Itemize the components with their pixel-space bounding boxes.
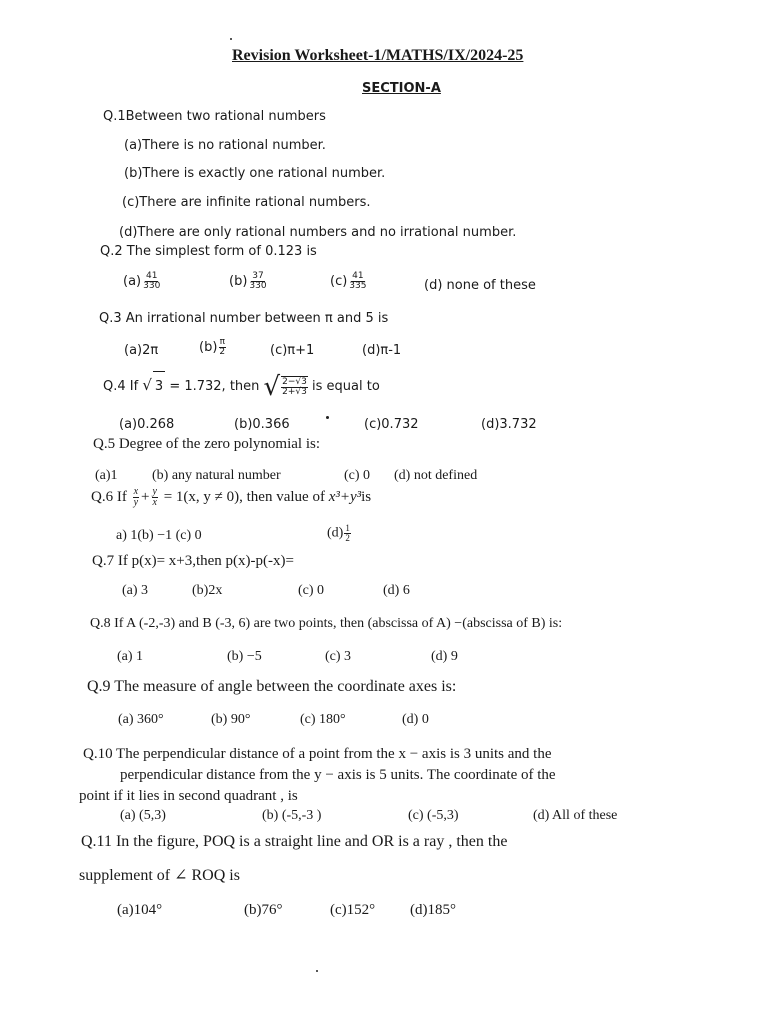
q9-option-c: (c) 180° — [300, 712, 346, 727]
q5-stem: Q.5 Degree of the zero polynomial is: — [93, 436, 321, 452]
q2-option-d: (d) none of these — [424, 278, 536, 293]
q6-option-d-label: (d) — [327, 525, 344, 541]
q3-option-b-numerator: π — [219, 337, 225, 347]
q9-option-a: (a) 360° — [118, 712, 164, 727]
worksheet-title: Revision Worksheet-1/MATHS/IX/2024-25 — [232, 47, 524, 64]
q11-option-d: (d)185° — [410, 902, 456, 918]
q7-option-c: (c) 0 — [298, 583, 325, 598]
q2-stem: Q.2 The simplest form of 0.123 is — [100, 244, 317, 259]
q3-option-a: (a)2π — [124, 343, 159, 358]
q5-option-a: (a)1 — [95, 468, 118, 483]
q2-option-a-numerator: 41 — [145, 271, 158, 281]
q1-option-c: (c)There are infinite rational numbers. — [122, 195, 371, 210]
stray-mark-bottom — [316, 970, 318, 972]
q6-options-abc: a) 1(b) −1 (c) 0 — [116, 528, 202, 543]
q2-option-a-denominator: 330 — [143, 281, 161, 291]
q3-option-d: (d)π-1 — [362, 343, 402, 358]
q6-option-d — [327, 524, 351, 543]
q6-stem: Q.6 If $\frac{x}{y}$ + $\frac{y}{x}$ = 1(x, y ≠ 0), then value of x³+y³is — [91, 486, 372, 509]
q5-option-d: (d) not defined — [394, 468, 478, 483]
q11-stem-line2: supplement of ∠ ROQ is — [79, 867, 240, 884]
q6-fraction-2-numerator: y — [152, 486, 157, 498]
q2-option-c-label: (c) — [330, 274, 348, 289]
q6-stem-prefix: Q.6 If — [91, 489, 127, 505]
q3-option-b — [199, 338, 226, 357]
radical-sign-icon: √ — [263, 371, 281, 402]
q10-stem-line2: perpendicular distance from the y − axis is 5 units. The coordinate of the — [120, 767, 556, 783]
square-root-icon: √ — [142, 376, 152, 394]
q2-option-b-denominator: 330 — [249, 281, 267, 291]
stray-mark-top — [230, 38, 232, 40]
q4-radical-numerator: 2−√3 — [282, 377, 307, 387]
q4-option-b: (b)0.366 — [234, 417, 290, 432]
q1-option-a: (a)There is no rational number. — [124, 138, 326, 153]
q11-stem-line1: Q.11 In the figure, POQ is a straight line and OR is a ray , then the — [81, 833, 508, 850]
q1-option-d: (d)There are only rational numbers and no irrational number. — [119, 225, 517, 240]
q4-radical-fraction — [281, 376, 308, 397]
q2-option-a-label: (a) — [123, 274, 142, 289]
q9-option-b: (b) 90° — [211, 712, 251, 727]
q4-stem-suffix: is equal to — [312, 379, 380, 394]
q8-stem: Q.8 If A (-2,-3) and B (-3, 6) are two points, then (abscissa of A) −(abscissa of B) is: — [90, 616, 563, 631]
section-heading: SECTION-A — [362, 81, 441, 96]
q4-stem-middle: = 1.732, then — [169, 379, 260, 394]
q9-stem: Q.9 The measure of angle between the coordinate axes is: — [87, 678, 457, 695]
q6-fraction-1-denominator: y — [133, 497, 139, 509]
stray-mark — [326, 416, 329, 419]
q10-stem-line3: point if it lies in second quadrant , is — [79, 788, 298, 804]
q7-option-b: (b)2x — [192, 583, 223, 598]
q2-option-c-fraction — [348, 272, 367, 291]
q2-option-a — [123, 272, 161, 291]
q4-radical-expression — [263, 371, 308, 402]
q11-option-a: (a)104° — [117, 902, 163, 918]
q4-root-value: 3 — [153, 371, 165, 402]
q4-stem-prefix: Q.4 If — [103, 379, 139, 394]
q3-stem: Q.3 An irrational number between π and 5 is — [99, 311, 389, 326]
q2-option-b-label: (b) — [229, 274, 248, 289]
q4-option-a: (a)0.268 — [119, 417, 175, 432]
q6-option-d-numerator: 1 — [345, 523, 350, 533]
q6-fraction-y-over-x — [152, 487, 158, 508]
q6-fraction-1-numerator: x — [133, 486, 139, 498]
q8-option-b: (b) −5 — [227, 649, 262, 664]
q8-option-d: (d) 9 — [431, 649, 458, 664]
q11-option-b: (b)76° — [244, 902, 283, 918]
q7-stem: Q.7 If p(x)= x+3,then p(x)-p(-x)= — [92, 553, 294, 569]
q6-stem-middle: = 1(x, y ≠ 0), then value of — [163, 489, 325, 505]
q10-option-d: (d) All of these — [533, 808, 618, 823]
q7-option-a: (a) 3 — [122, 583, 149, 598]
q3-option-b-label: (b) — [199, 340, 218, 355]
q2-option-c-numerator: 41 — [352, 271, 364, 281]
q11-option-c: (c)152° — [330, 902, 376, 918]
q4-radical-denominator: 2+√3 — [282, 387, 307, 397]
q2-option-a-fraction — [142, 272, 161, 291]
q6-stem-suffix: is — [361, 489, 372, 505]
q3-option-c: (c)π+1 — [270, 343, 315, 358]
q2-option-c — [330, 272, 367, 291]
q4-option-c: (c)0.732 — [364, 417, 419, 432]
q8-option-a: (a) 1 — [117, 649, 144, 664]
q2-option-c-denominator: 335 — [349, 281, 367, 291]
q1-option-b: (b)There is exactly one rational number. — [124, 166, 386, 181]
q6-option-d-denominator: 2 — [345, 533, 350, 543]
q10-stem-line1: Q.10 The perpendicular distance of a point from the x − axis is 3 units and the — [83, 746, 552, 762]
q5-option-b: (b) any natural number — [152, 468, 281, 483]
q4-stem — [103, 370, 380, 402]
q6-expression: x³+y³ — [328, 489, 362, 505]
q6-option-d-fraction — [344, 524, 351, 543]
q10-option-b: (b) (-5,-3 ) — [262, 808, 322, 823]
q10-option-c: (c) (-5,3) — [408, 808, 459, 823]
q5-option-c: (c) 0 — [344, 468, 371, 483]
q4-option-d: (d)3.732 — [481, 417, 537, 432]
q8-option-c: (c) 3 — [325, 649, 352, 664]
q10-option-a: (a) (5,3) — [120, 808, 166, 823]
q7-option-d: (d) 6 — [383, 583, 410, 598]
q3-option-b-denominator: 2 — [219, 347, 226, 357]
q6-fraction-2-denominator: x — [152, 497, 157, 509]
q3-option-b-fraction — [218, 338, 226, 357]
q6-fraction-x-over-y — [133, 487, 139, 508]
q2-option-b — [229, 272, 268, 291]
q1-stem: Q.1Between two rational numbers — [103, 109, 326, 124]
q2-option-b-fraction — [248, 272, 267, 291]
q9-option-d: (d) 0 — [402, 712, 429, 727]
q2-option-b-numerator: 37 — [252, 271, 264, 281]
